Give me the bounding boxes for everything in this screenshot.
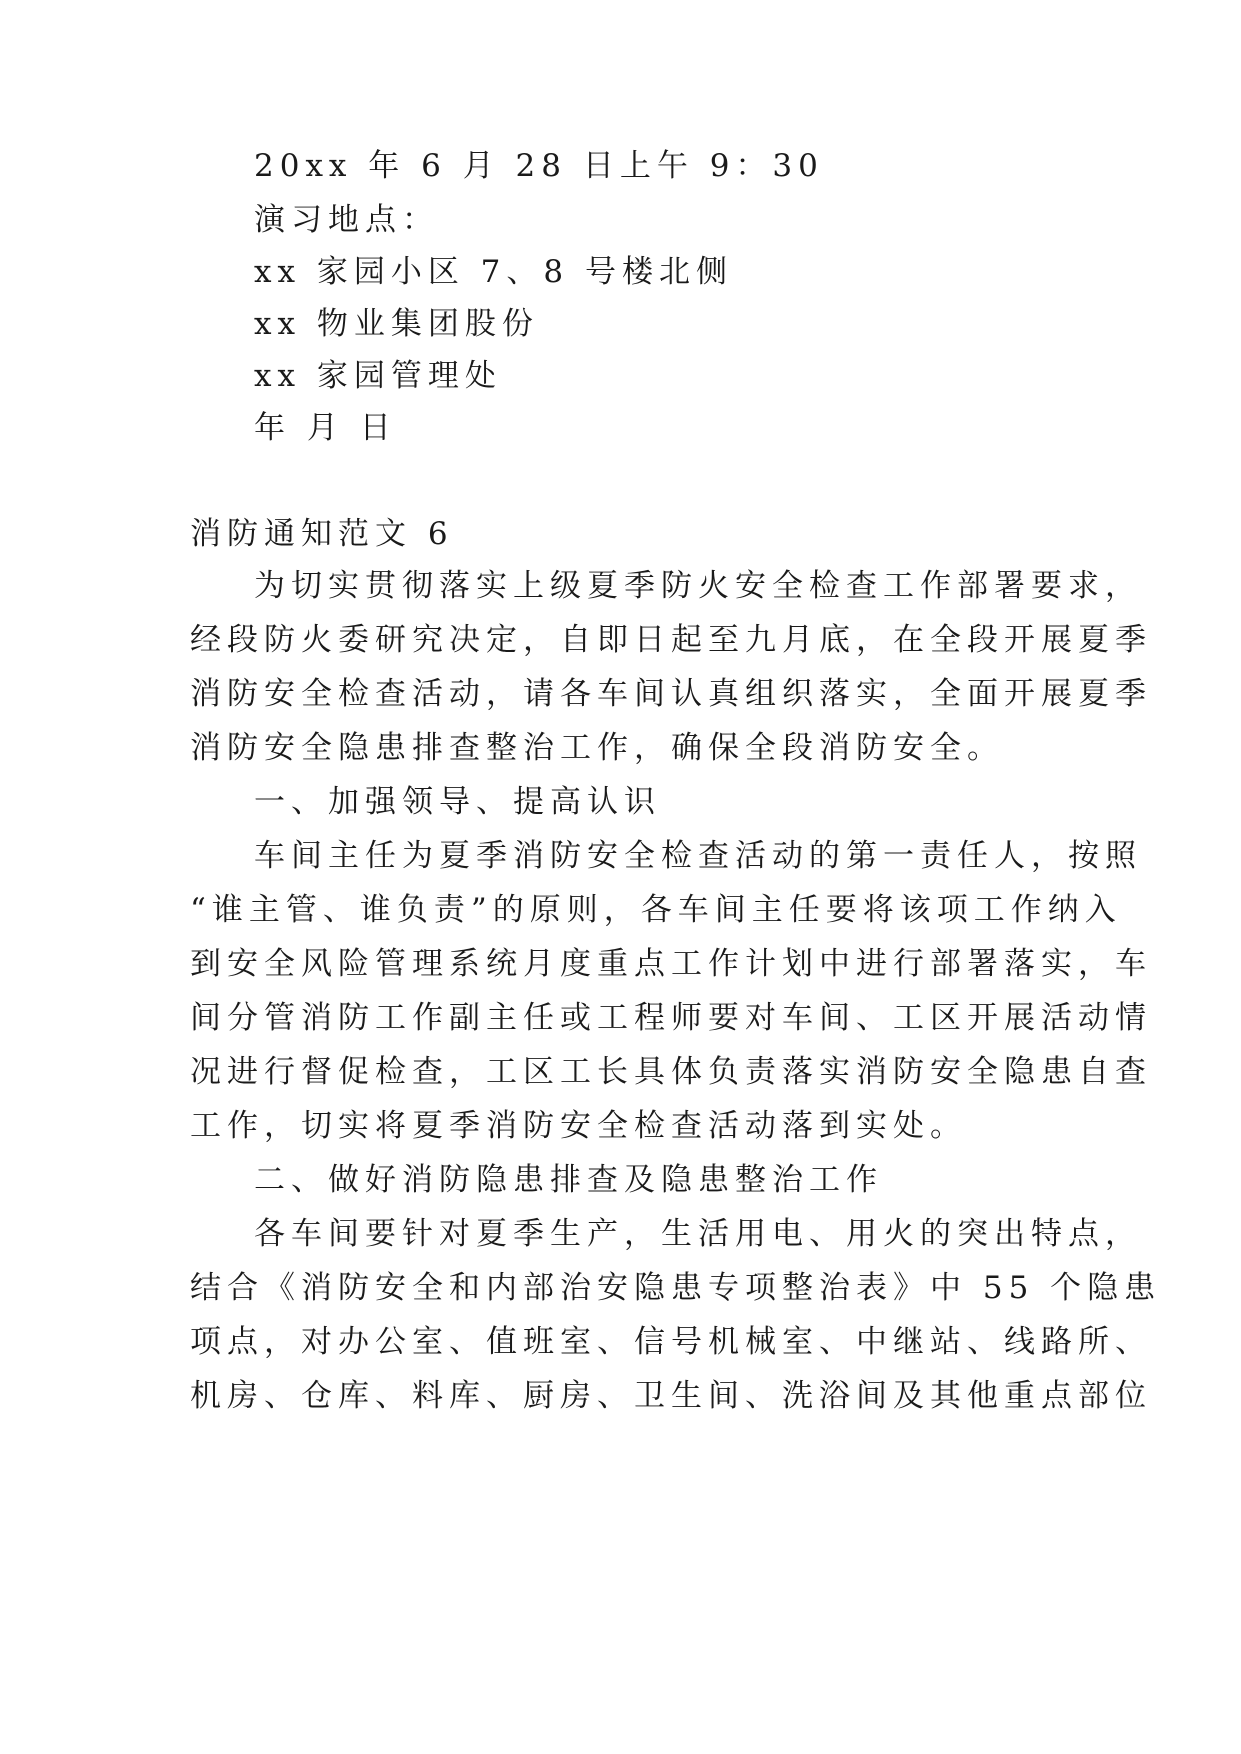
para-one-line-3: 到安全风险管理系统月度重点工作计划中进行部署落实，车: [190, 946, 1152, 982]
drill-time-line: 20xx 年 6 月 28 日上午 9：30: [254, 148, 824, 184]
para-one-line-6: 工作，切实将夏季消防安全检查活动落到实处。: [190, 1108, 967, 1144]
section-title: 消防通知范文 6: [190, 516, 454, 552]
para-two-line-4: 机房、仓库、料库、厨房、卫生间、洗浴间及其他重点部位: [190, 1378, 1152, 1414]
para-one-line-5: 况进行督促检查，工区工长具体负责落实消防安全隐患自查: [190, 1054, 1152, 1090]
para-one-line-1: 车间主任为夏季消防安全检查活动的第一责任人，按照: [254, 838, 1142, 874]
intro-line-4: 消防安全隐患排查整治工作，确保全段消防安全。: [190, 730, 1004, 766]
intro-line-1: 为切实贯彻落实上级夏季防火安全检查工作部署要求，: [254, 568, 1142, 604]
organizer-office: xx 家园管理处: [254, 358, 502, 394]
date-blank-line: 年 月 日: [254, 410, 397, 446]
drill-place-label: 演习地点：: [254, 202, 439, 238]
drill-place-value: xx 家园小区 7、8 号楼北侧: [254, 254, 733, 290]
organizer-company: xx 物业集团股份: [254, 306, 539, 342]
para-one-line-4: 间分管消防工作副主任或工程师要对车间、工区开展活动情: [190, 1000, 1152, 1036]
para-one-line-2: “谁主管、谁负责”的原则，各车间主任要将该项工作纳入: [190, 892, 1122, 928]
para-two-line-2: 结合《消防安全和内部治安隐患专项整治表》中 55 个隐患: [190, 1270, 1162, 1306]
para-two-line-1: 各车间要针对夏季生产，生活用电、用火的突出特点，: [254, 1216, 1142, 1252]
heading-one: 一、加强领导、提高认识: [254, 784, 661, 820]
intro-line-2: 经段防火委研究决定，自即日起至九月底，在全段开展夏季: [190, 622, 1152, 658]
intro-line-3: 消防安全检查活动，请各车间认真组织落实，全面开展夏季: [190, 676, 1152, 712]
heading-two: 二、做好消防隐患排查及隐患整治工作: [254, 1162, 883, 1198]
para-two-line-3: 项点，对办公室、值班室、信号机械室、中继站、线路所、: [190, 1324, 1152, 1360]
